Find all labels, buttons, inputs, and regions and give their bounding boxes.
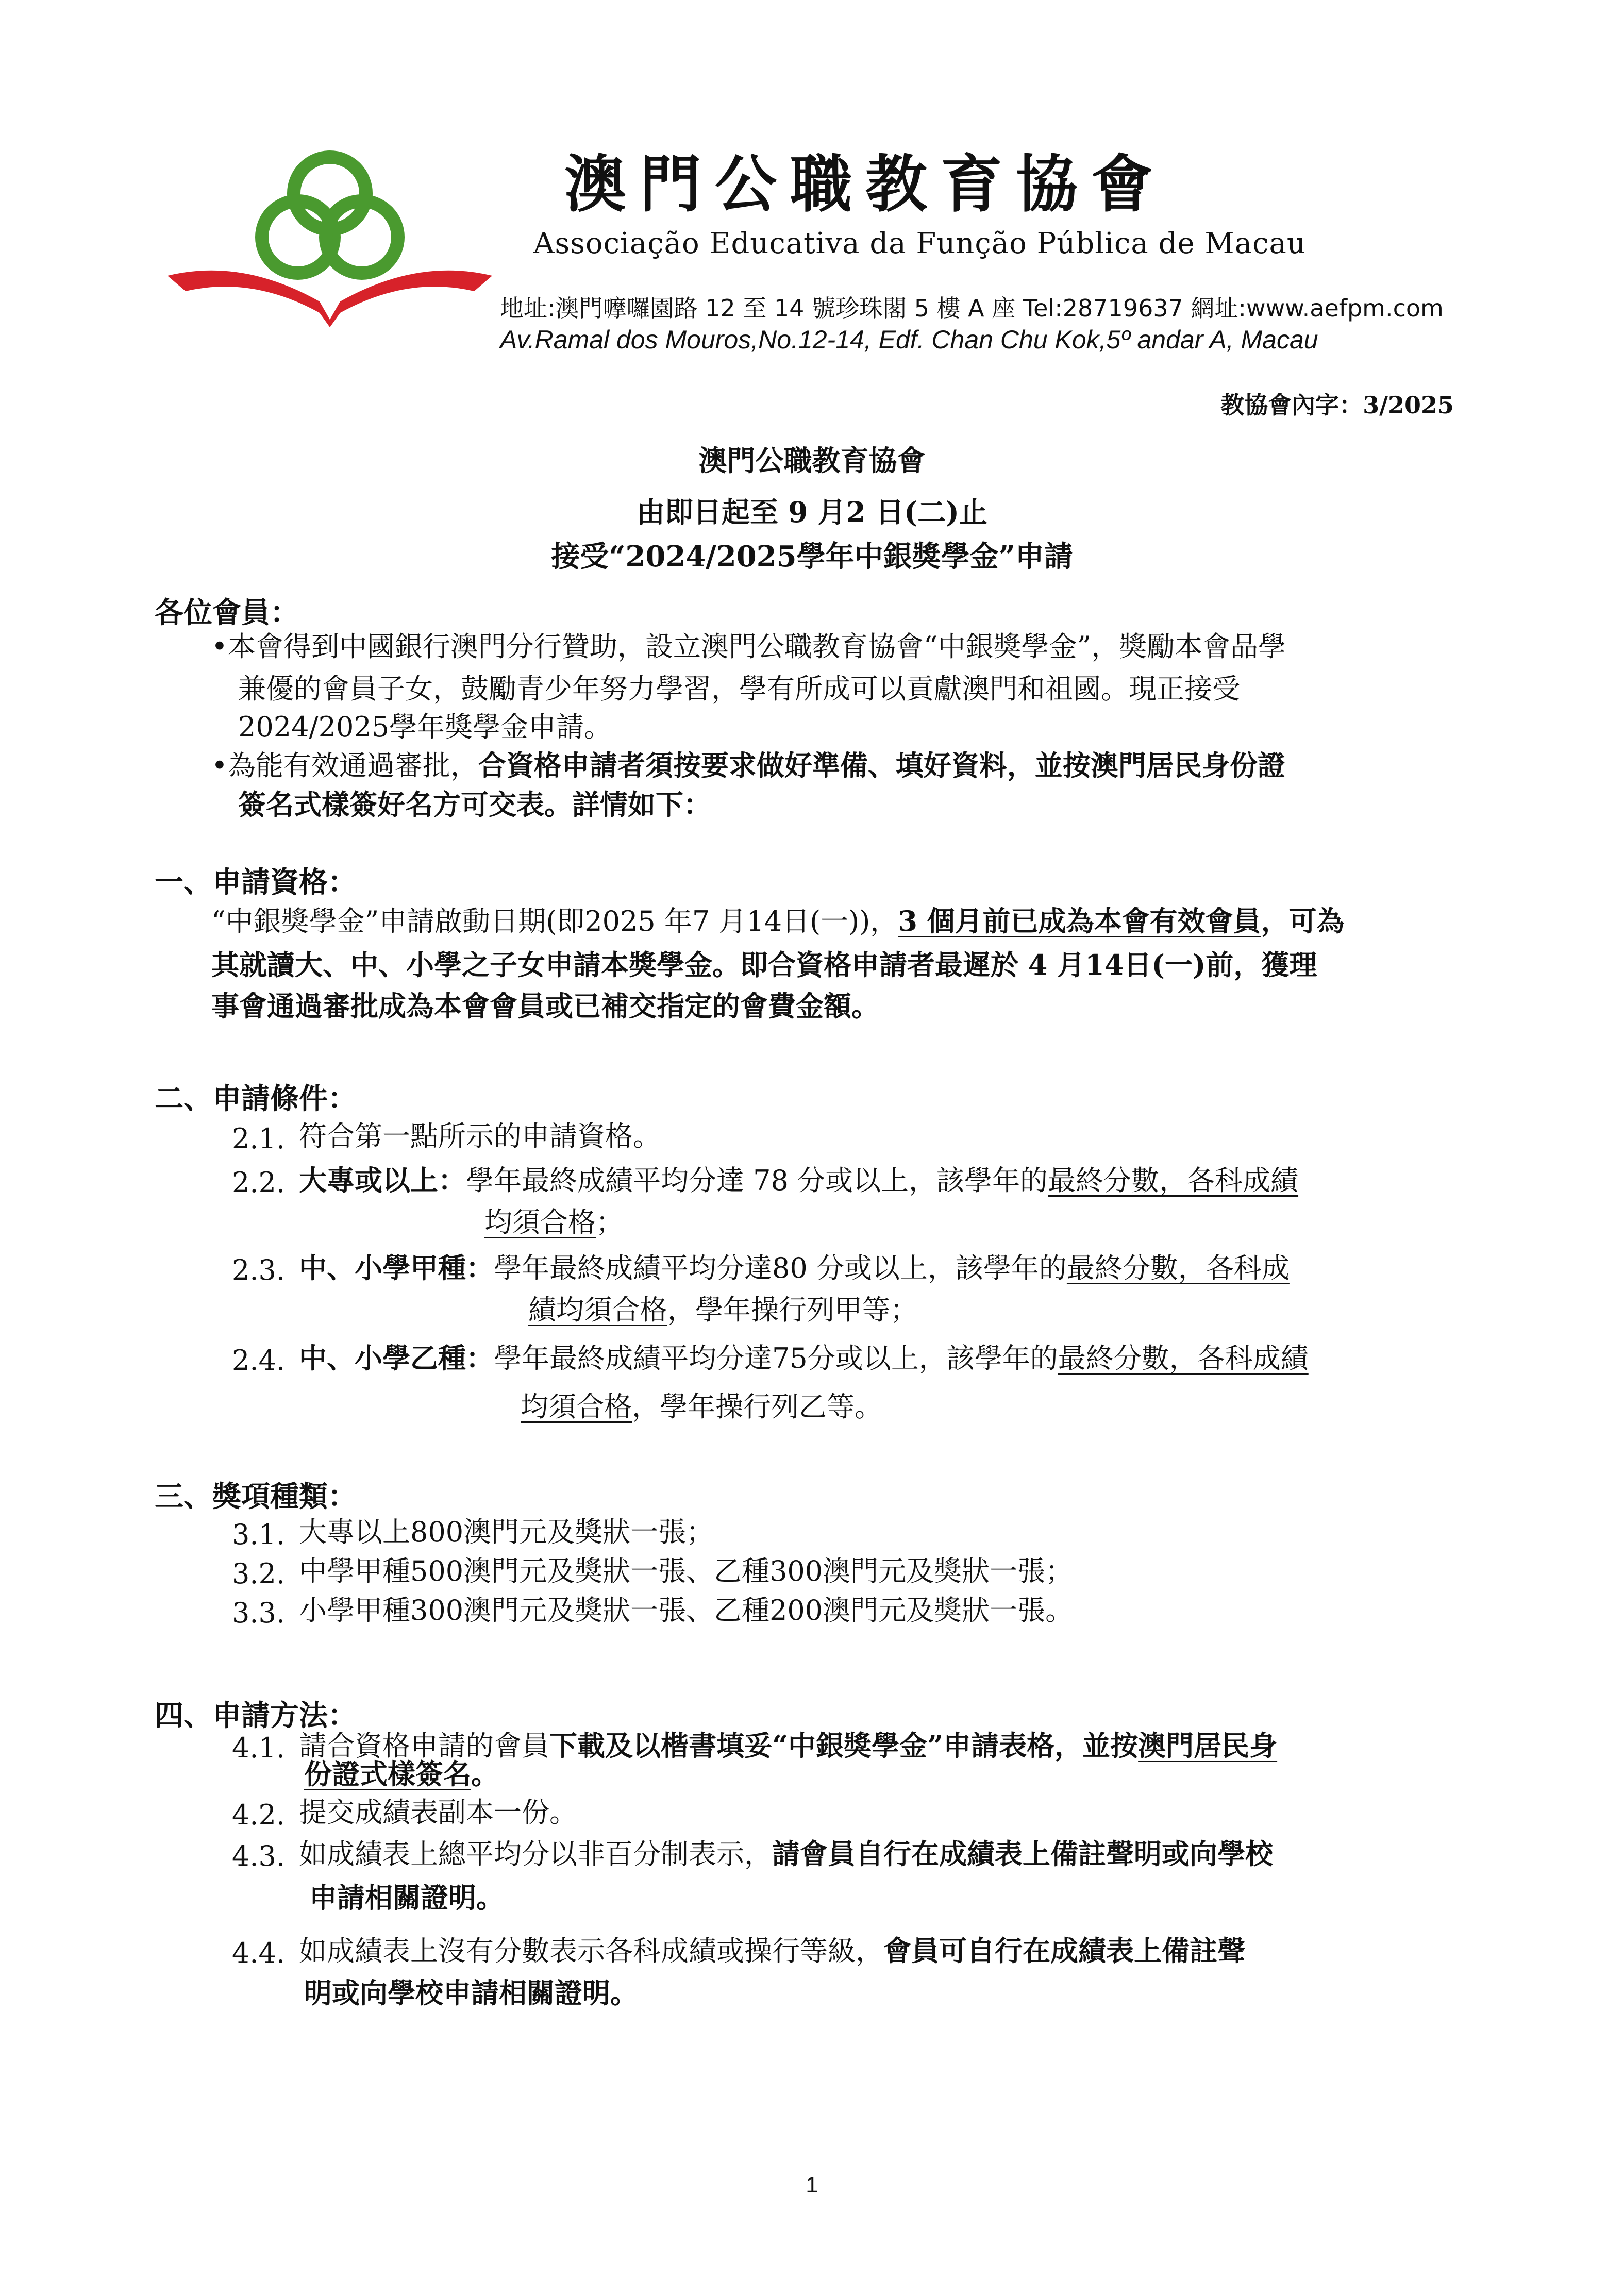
item-4-4-line-2: 明或向學校申請相關證明。 (304, 1976, 638, 2009)
intro-bullet-1: •本會得到中國銀行澳門分行贊助，設立澳門公職教育協會“中銀獎學金”，獎勵本會品學 (211, 630, 1286, 663)
bullet-icon: • (211, 749, 228, 782)
salutation: 各位會員： (155, 596, 299, 630)
title-organization: 澳門公職教育協會 (698, 444, 926, 477)
item-4-2-text: 提交成績表副本一份。 (299, 1796, 577, 1829)
item-3-3-number: 3.3. (232, 1597, 286, 1629)
intro-bullet-1-line-3: 2024/2025學年獎學金申請。 (238, 711, 612, 743)
item-4-3-number: 4.3. (232, 1840, 286, 1872)
item-2-3-text: 中、小學甲種：學年最終成績平均分達80 分或以上，該學年的最終分數，各科成 (299, 1251, 1290, 1284)
item-2-4-line-2: 均須合格，學年操行列乙等。 (521, 1390, 882, 1423)
section-3-heading: 三、獎項種類： (155, 1480, 357, 1514)
title-deadline: 由即日起至 9 月2 日(二)止 (636, 495, 988, 529)
item-4-4-number: 4.4. (232, 1937, 286, 1969)
item-4-3-line-2: 申請相關證明。 (309, 1881, 504, 1914)
item-2-1-number: 2.1. (232, 1122, 286, 1155)
item-4-3-text: 如成績表上總平均分以非百分制表示，請會員自行在成績表上備註聲明或向學校 (299, 1837, 1273, 1870)
item-4-1-number: 4.1. (232, 1732, 286, 1764)
item-2-2-text: 大專或以上：學年最終成績平均分達 78 分或以上，該學年的最終分數，各科成績 (299, 1164, 1299, 1197)
item-2-3-number: 2.3. (232, 1254, 286, 1286)
item-4-1-text: 請合資格申請的會員下載及以楷書填妥“中銀獎學金”申請表格，並按澳門居民身 (299, 1729, 1278, 1762)
bullet-icon: • (211, 630, 228, 663)
item-4-1-line-2: 份證式樣簽名。 (304, 1757, 499, 1790)
section-1-line-3: 事會通過審批成為本會會員或已補交指定的會費金額。 (211, 990, 879, 1023)
section-2-heading: 二、申請條件： (155, 1082, 357, 1116)
association-logo (165, 147, 495, 332)
org-name-portuguese: Associação Educativa da Função Pública de Macau (533, 227, 1306, 260)
title-scholarship: 接受“2024/2025學年中銀獎學金”申請 (551, 540, 1073, 574)
page-number: 1 (806, 2172, 818, 2198)
item-3-2-text: 中學甲種500澳門元及獎狀一張、乙種300澳門元及獎狀一張； (299, 1555, 1074, 1587)
section-1-line-1: “中銀獎學金”申請啟動日期(即2025 年7 月14日(一))，3 個月前已成為本會有效會員，可為 (211, 904, 1345, 937)
intro-bullet-1-line-2: 兼優的會員子女，鼓勵青少年努力學習，學有所成可以貢獻澳門和祖國。現正接受 (238, 673, 1240, 705)
item-4-2-number: 4.2. (232, 1799, 286, 1831)
item-3-1-number: 3.1. (232, 1518, 286, 1551)
org-name-chinese: 澳門公職教育協會 (564, 148, 1166, 221)
reference-number: 教協會內字：3/2025 (1220, 391, 1454, 419)
item-3-3-text: 小學甲種300澳門元及獎狀一張、乙種200澳門元及獎狀一張。 (299, 1594, 1074, 1627)
item-2-1-text: 符合第一點所示的申請資格。 (299, 1120, 661, 1152)
section-4-heading: 四、申請方法： (155, 1699, 357, 1733)
address-portuguese: Av.Ramal dos Mouros,No.12-14, Edf. Chan Chu Kok,5º andar A, Macau (500, 325, 1318, 354)
item-3-2-number: 3.2. (232, 1557, 286, 1590)
item-2-4-number: 2.4. (232, 1344, 286, 1377)
section-1-heading: 一、申請資格： (155, 865, 357, 899)
item-2-2-number: 2.2. (232, 1166, 286, 1199)
item-2-4-text: 中、小學乙種：學年最終成績平均分達75分或以上，該學年的最終分數，各科成績 (299, 1342, 1309, 1375)
item-4-4-text: 如成績表上沒有分數表示各科成績或操行等級，會員可自行在成績表上備註聲 (299, 1934, 1245, 1967)
intro-bullet-2-line-2: 簽名式樣簽好名方可交表。詳情如下： (238, 788, 711, 821)
address-chinese: 地址:澳門嚤囉園路 12 至 14 號珍珠閣 5 樓 A 座 Tel:28719637 網址:www.aefpm.com (500, 294, 1444, 322)
item-2-2-line-2: 均須合格； (484, 1206, 624, 1238)
item-3-1-text: 大專以上800澳門元及獎狀一張； (299, 1516, 714, 1548)
item-2-3-line-2: 績均須合格，學年操行列甲等； (528, 1294, 918, 1326)
intro-bullet-2: •為能有效通過審批，合資格申請者須按要求做好準備、填好資料，並按澳門居民身份證 (211, 749, 1285, 782)
section-1-line-2: 其就讀大、中、小學之子女申請本獎學金。即合資格申請者最遲於 4 月14日(一)前，獲理 (211, 948, 1317, 981)
